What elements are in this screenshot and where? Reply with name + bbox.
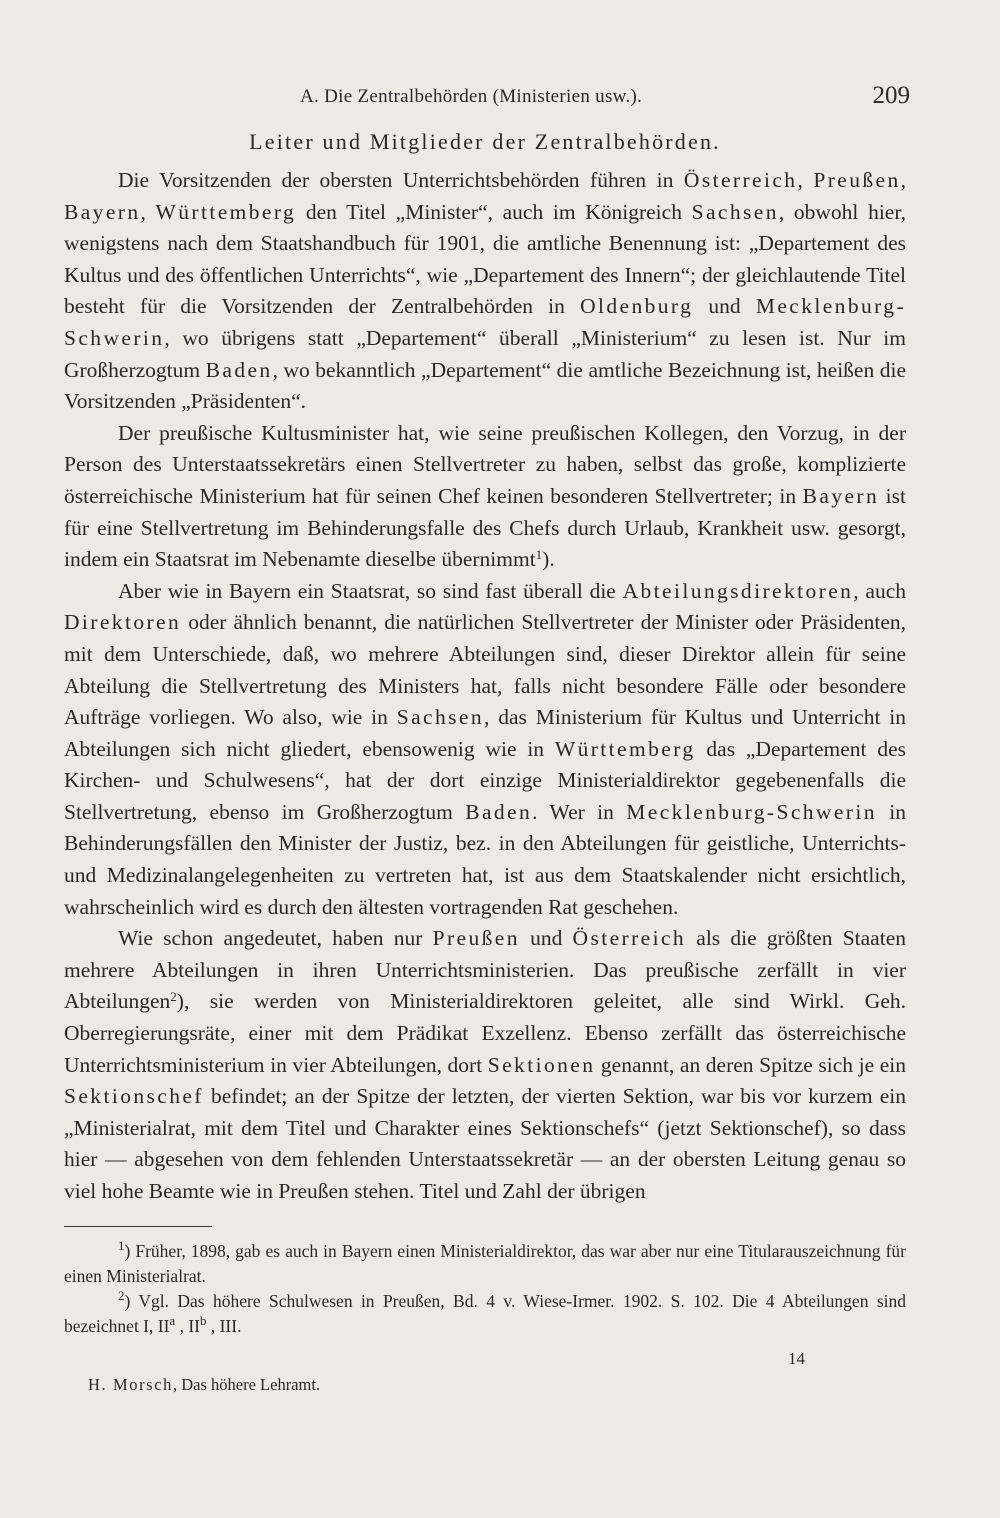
text-run: ) Früher, 1898, gab es auch in Bayern einen Ministerialdirektor, das war aber nur eine Titularauszeichnung für einen Ministerialrat. (64, 1240, 906, 1286)
text-run: , (900, 168, 906, 192)
page-bottom (64, 1349, 906, 1409)
footnote-marker: 1 (118, 1237, 125, 1253)
text-run: , auch (853, 578, 906, 603)
text-run: , III. (206, 1315, 242, 1336)
text-run: befindet; an der Spitze der letzten, der vierten Sektion, war bis vor kurzem ein „Ministerialrat, mit dem Titel und Charakter eines Sektionschefs“ (jetzt Sektionschef), so dass hier — abgesehen von dem fehlenden Unterstaatssekretär — an der obersten Leitung genau so viel hohe Beamte wie in Preußen stehen. Titel und Zahl der übrigen (64, 1084, 906, 1203)
text-run: ) Vgl. Das höhere Schulwesen in Preußen, Bd. 4 v. Wiese-Irmer. 1902. S. 102. Die 4 Abteilungen sind bezeichnet I, II (64, 1290, 906, 1336)
footnote (64, 1239, 906, 1289)
spaced-emphasis: Direktoren (64, 610, 182, 635)
text-run: genannt, an deren Spitze sich je ein (595, 1052, 906, 1077)
footnote-marker: 1 (535, 547, 543, 563)
text-run: das „Departement des Kirchen- und Schulwesens“, hat der dort einzige Ministerialdirektor gegebenenfalls die Stellvertretung, ebenso im Großherzogtum (64, 736, 906, 824)
spaced-emphasis: Abteilungsdirektoren (622, 578, 854, 603)
page-number: 209 (872, 82, 910, 109)
signature-separator: , (172, 1374, 182, 1394)
text-run: , obwohl hier, wenigstens nach dem Staatshandbuch für 1901, die amtliche Benennung ist: „Departement des Kultus und des öffentlichen Unterrichts“, wie „Departement des Innern“; der gleichlautende Titel besteht für die Vorsitzenden der Zentralbehörden in (64, 199, 907, 319)
footnotes (64, 1239, 906, 1339)
footnote-marker: a (169, 1312, 176, 1328)
text-run: , das Ministerium für Kultus und Unterricht in Abteilungen sich nicht gliedert, ebensowenig wie in (64, 705, 906, 761)
spaced-emphasis: Mecklenburg-Schwerin (64, 294, 907, 350)
spaced-emphasis: Sektionen (487, 1052, 596, 1077)
text-run: in Behinderungsfällen den Minister der Justiz, bez. in den Abteilungen für geistliche, Unterrichts- und Medizinalangelegenheiten zu vertreten hat, ist aus dem Staatskalender nicht ersichtlich, wahrscheinlich wird es durch den ältesten vortragenden Rat geschehen. (64, 799, 906, 919)
sheet-number: 14 (788, 1348, 805, 1368)
signature-title: Das höhere Lehramt. (181, 1374, 321, 1394)
spaced-emphasis: Sachsen (396, 705, 485, 730)
text-run: und (519, 926, 573, 951)
spaced-emphasis: Württemberg (554, 736, 696, 761)
text-run: und (693, 294, 756, 319)
text-run: ist für eine Stellvertretung im Behinderungsfalle des Chefs durch Urlaub, Krankheit usw. gesorgt, indem ein Staatsrat im Nebenamte dieselbe übernimmt (64, 483, 906, 572)
footnote-marker: 2 (118, 1287, 125, 1303)
text-run: Wie schon angedeutet, haben nur (118, 926, 433, 951)
paragraph (64, 165, 906, 418)
text-run: Der preußische Kultusminister hat, wie seine preußischen Kollegen, den Vorzug, in der Person des Unterstaatssekretärs einen Stellvertreter zu haben, selbst das große, komplizierte österreichische Ministerium hat für seinen Chef keinen besonderen Stellvertreter; in (64, 420, 906, 508)
spaced-emphasis: Württemberg (155, 199, 297, 224)
text-run: Die Vorsitzenden der obersten Unterrichtsbehörden führen in (118, 168, 684, 192)
footnote-marker: b (199, 1312, 207, 1328)
running-head (64, 82, 910, 116)
spaced-emphasis: Baden (205, 357, 273, 382)
text-run: . Wer in (532, 799, 627, 824)
spaced-emphasis: Preußen (813, 168, 901, 192)
spaced-emphasis: Baden (465, 799, 533, 824)
text-run: , wo bekanntlich „Departement“ die amtliche Bezeichnung ist, heißen die Vorsitzenden „Präsidenten“. (64, 357, 906, 414)
paragraph (64, 576, 906, 924)
spaced-emphasis: Preußen (432, 926, 520, 951)
paragraph (64, 923, 906, 1207)
spaced-emphasis: Oldenburg (580, 294, 694, 319)
text-run: ). (542, 547, 555, 572)
section-title: Leiter und Mitglieder der Zentralbehörden. (249, 129, 721, 154)
body-text (64, 165, 906, 1208)
text-run: oder ähnlich benannt, die natürlichen Stellvertreter der Minister oder Präsidenten, mit dem Unterschiede, daß, wo mehrere Abteilungen sind, dieser Direktor allein für seine Abteilung die Stellvertretung des Ministers hat, falls nicht besondere Fälle oder besondere Aufträge vorliegen. Wo also, wie in (64, 610, 906, 730)
paragraph (64, 418, 906, 576)
spaced-emphasis: Sektionschef (64, 1084, 204, 1109)
spaced-emphasis: Sachsen (691, 199, 779, 224)
spaced-emphasis: Österreich (572, 926, 687, 951)
spaced-emphasis: Bayern (802, 483, 880, 508)
spaced-emphasis: Bayern (64, 199, 141, 224)
footnote-marker: 2 (170, 989, 177, 1005)
text-run: , (140, 199, 156, 224)
text-run: als die größten Staaten mehrere Abteilungen in ihren Unterrichtsministerien. Das preußische zerfällt in vier Abteilungen (64, 926, 906, 1014)
footnote-divider (64, 1226, 212, 1227)
text-run: den Titel „Minister“, auch im Königreich (296, 199, 692, 224)
text-run: , (797, 168, 814, 192)
signature-line (88, 1375, 320, 1395)
spaced-emphasis: Österreich (683, 168, 798, 192)
signature-author: H. Morsch (88, 1374, 173, 1394)
text-run: , II (175, 1315, 200, 1336)
text-run: , wo übrigens statt „Departement“ überall „Ministerium“ zu lesen ist. Nur im Großherzogtum (64, 325, 906, 382)
text-run: Aber wie in Bayern ein Staatsrat, so sind fast überall die (118, 578, 623, 603)
running-head-title: A. Die Zentralbehörden (Ministerien usw.). (300, 86, 643, 107)
text-run: ), sie werden von Ministerialdirektoren geleitet, alle sind Wirkl. Geh. Oberregierungsräte, einer mit dem Prädikat Exzellenz. Ebenso zerfällt das österreichische Unterrichtsministerium in vier Abteilungen, dort (64, 989, 906, 1077)
spaced-emphasis: Mecklenburg-Schwerin (626, 799, 877, 824)
footnote (64, 1289, 906, 1339)
